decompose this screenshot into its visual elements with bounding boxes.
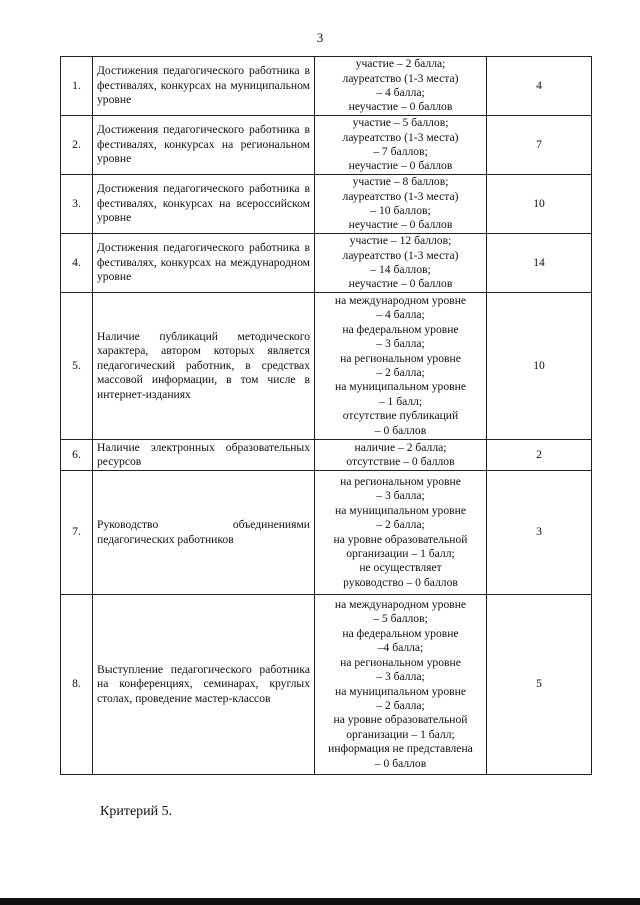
scale-line: организации – 1 балл; — [346, 727, 455, 741]
scale-line: не осуществляет — [359, 561, 442, 575]
criterion-description: Наличие электронных образовательных ресурсов — [93, 440, 315, 471]
scale-line: неучастие – 0 баллов — [348, 100, 453, 114]
max-score: 7 — [487, 116, 592, 175]
table-row — [61, 440, 592, 471]
scale-line: участие – 8 баллов; — [352, 175, 449, 189]
scale-line: – 2 балла; — [376, 366, 425, 379]
scale-line: – 0 баллов — [374, 423, 427, 437]
row-number: 3. — [61, 175, 93, 234]
scale-line: на федеральном уровне — [342, 626, 459, 640]
table-row — [61, 175, 592, 234]
criterion-description: Достижения педагогического работника в фестивалях, конкурсах на региональном уровне — [93, 116, 315, 175]
table-row — [61, 57, 592, 116]
max-score: 14 — [487, 234, 592, 293]
max-score: 4 — [487, 57, 592, 116]
max-score: 3 — [487, 471, 592, 595]
scale-line: участие – 12 баллов; — [349, 234, 452, 248]
criterion-description: Достижения педагогического работника в фестивалях, конкурсах на международном уровне — [93, 234, 315, 293]
row-number: 4. — [61, 234, 93, 293]
scale-line: – 4 балла; — [376, 308, 425, 322]
row-number: 7. — [61, 471, 93, 595]
scale-line: на региональном уровне — [340, 351, 461, 365]
row-number: 1. — [61, 57, 93, 116]
scale-line: – 3 балла; — [376, 337, 425, 351]
row-number: 5. — [61, 293, 93, 440]
criterion-description: Наличие публикаций методического характера, автором которых является педагогический работник, в средствах массовой информации, в том числе в интернет-изданиях — [93, 293, 315, 440]
scale-line: – 0 баллов — [374, 756, 427, 770]
scale-line: –4 балла; — [377, 641, 424, 655]
row-number: 8. — [61, 595, 93, 775]
criterion-heading: Критерий 5. — [100, 804, 173, 819]
scale-line: неучастие – 0 баллов — [348, 159, 453, 173]
scale-line: руководство – 0 баллов — [343, 575, 458, 589]
scale-line: на уровне образовательной — [333, 713, 468, 727]
score-scale — [315, 234, 487, 293]
scale-line: участие – 5 баллов; — [352, 116, 449, 130]
score-scale — [315, 175, 487, 234]
scale-line: – 3 балла; — [376, 489, 425, 503]
scale-line: участие – 2 балла; — [355, 57, 446, 71]
scale-line: неучастие – 0 баллов — [348, 277, 453, 291]
scale-line: на муниципальном уровне — [335, 684, 466, 698]
scale-line: информация не представлена — [328, 742, 473, 756]
scale-line: отсутствие – 0 баллов — [346, 455, 455, 468]
table-row — [61, 234, 592, 293]
max-score: 10 — [487, 175, 592, 234]
scale-line: на региональном уровне — [340, 655, 461, 669]
scale-line: – 7 баллов; — [373, 145, 428, 158]
table-row — [61, 293, 592, 440]
scale-line: – 10 баллов; — [370, 204, 431, 217]
score-scale — [315, 116, 487, 175]
row-number: 6. — [61, 440, 93, 471]
row-number: 2. — [61, 116, 93, 175]
scale-line: лауреатство (1-3 места) — [342, 71, 459, 85]
scale-line: на уровне образовательной — [333, 532, 468, 546]
scale-line: – 3 балла; — [376, 670, 425, 684]
table-row — [61, 471, 592, 595]
criterion-description: Руководство объединениями педагогических работников — [93, 471, 315, 595]
score-scale — [315, 440, 487, 471]
score-scale — [315, 293, 487, 440]
criteria-table — [60, 56, 592, 775]
scale-line: – 4 балла; — [376, 86, 425, 99]
scale-line: на муниципальном уровне — [335, 503, 466, 517]
scale-line: на международном уровне — [334, 293, 467, 307]
max-score: 5 — [487, 595, 592, 775]
scale-line: на федеральном уровне — [342, 322, 459, 336]
scale-line: лауреатство (1-3 места) — [342, 189, 459, 203]
max-score: 2 — [487, 440, 592, 471]
scale-line: неучастие – 0 баллов — [348, 218, 453, 232]
scan-edge-band — [0, 898, 640, 905]
scale-line: на международном уровне — [334, 598, 467, 612]
page-number: 3 — [316, 30, 324, 45]
scale-line: лауреатство (1-3 места) — [342, 130, 459, 144]
criterion-description: Выступление педагогического работника на конференциях, семинарах, круглых столах, проведение мастер-классов — [93, 595, 315, 775]
criterion-description: Достижения педагогического работника в фестивалях, конкурсах на всероссийском уровне — [93, 175, 315, 234]
scale-line: на региональном уровне — [340, 474, 461, 488]
max-score: 10 — [487, 293, 592, 440]
score-scale — [315, 57, 487, 116]
criterion-description: Достижения педагогического работника в фестивалях, конкурсах на муниципальном уровне — [93, 57, 315, 116]
table-row — [61, 116, 592, 175]
scale-line: – 14 баллов; — [370, 263, 431, 276]
scale-line: отсутствие публикаций — [342, 409, 459, 423]
scale-line: – 2 балла; — [376, 518, 425, 532]
scale-line: – 2 балла; — [376, 698, 425, 712]
score-scale — [315, 595, 487, 775]
scale-line: лауреатство (1-3 места) — [342, 248, 459, 262]
scale-line: на муниципальном уровне — [335, 380, 466, 394]
scale-line: – 5 баллов; — [373, 612, 428, 626]
table-row — [61, 595, 592, 775]
scale-line: организации – 1 балл; — [346, 546, 455, 560]
scale-line: наличие – 2 балла; — [354, 440, 447, 454]
score-scale — [315, 471, 487, 595]
scale-line: – 1 балл; — [378, 394, 423, 408]
